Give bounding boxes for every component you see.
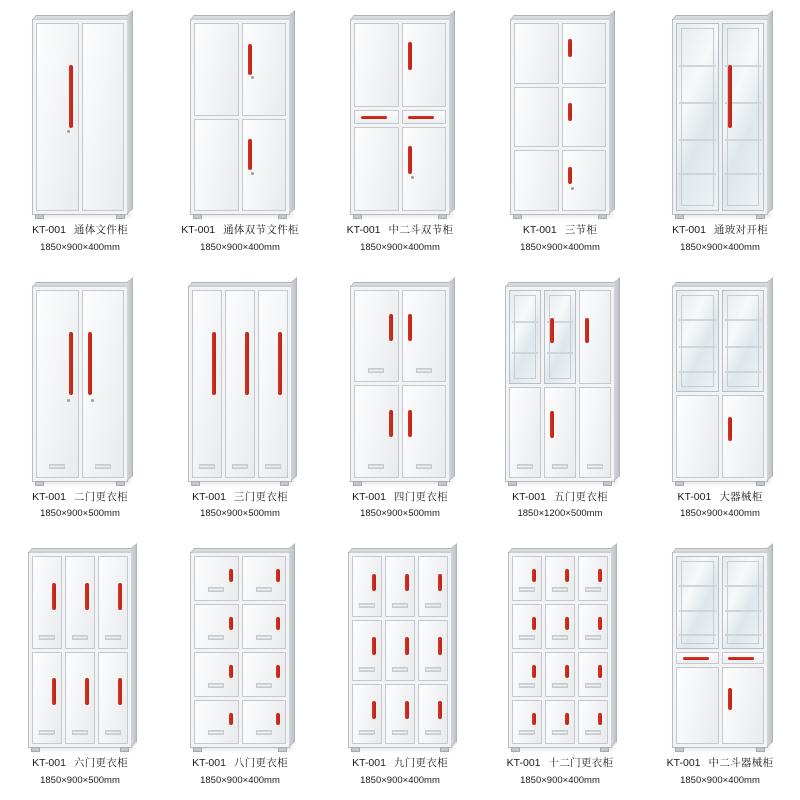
vent-icon (585, 635, 601, 640)
door-handle (408, 410, 412, 437)
product-dimensions: 1850×900×400mm (40, 241, 120, 253)
door-handle (372, 637, 376, 655)
lock-icon (571, 187, 574, 190)
vent-icon (552, 587, 568, 592)
cabinet-door (722, 667, 765, 744)
door-handle (245, 332, 249, 395)
vent-icon (256, 587, 272, 592)
vent-icon (416, 368, 432, 373)
product-dimensions: 1850×900×400mm (680, 241, 760, 253)
product-cell[interactable] (320, 0, 480, 267)
locker-door (98, 652, 128, 745)
lock-icon (91, 399, 94, 402)
cabinet-door (354, 23, 399, 107)
locker-door (579, 387, 611, 477)
door-handle (69, 332, 73, 395)
product-image-locker-8 (178, 543, 302, 748)
vent-icon (105, 635, 121, 640)
cabinet-door (562, 23, 607, 84)
product-name: 三门更衣柜 (233, 490, 288, 503)
product-dimensions: 1850×900×400mm (200, 241, 280, 253)
vent-icon (552, 635, 568, 640)
door-handle (118, 583, 122, 610)
product-cell[interactable] (640, 533, 800, 800)
product-caption (677, 490, 762, 522)
product-image-instrument-two-drawer (658, 543, 782, 748)
locker-door (242, 700, 287, 745)
product-image-four-door-2x2 (178, 10, 302, 215)
locker-door (544, 387, 576, 477)
door-handle (565, 617, 569, 630)
door-handle (85, 583, 89, 610)
locker-door (354, 385, 399, 478)
vent-icon (585, 683, 601, 688)
locker-door (242, 604, 287, 649)
product-name: 三节柜 (564, 224, 598, 236)
locker-door (545, 652, 575, 697)
product-name: 九门更衣柜 (393, 757, 448, 770)
door-handle (405, 637, 409, 655)
glass-door (722, 23, 765, 211)
glass-door (676, 556, 719, 649)
door-handle (598, 617, 602, 630)
product-image-locker-6 (18, 543, 142, 748)
locker-door (258, 290, 288, 478)
product-caption (32, 490, 128, 522)
door-handle (372, 574, 376, 592)
product-dimensions: 1850×900×500mm (40, 775, 120, 787)
product-cell[interactable] (160, 533, 320, 800)
vent-icon (585, 587, 601, 592)
locker-door (418, 684, 448, 745)
door-handle (728, 65, 732, 128)
product-name: 二门更衣柜 (73, 490, 128, 503)
locker-door (354, 290, 399, 383)
cabinet-door (562, 150, 607, 211)
locker-door (512, 556, 542, 601)
door-handle (438, 637, 442, 655)
door-handle (598, 569, 602, 582)
locker-door (65, 652, 95, 745)
vent-icon (425, 730, 441, 735)
door-handle (248, 139, 252, 170)
locker-door (402, 290, 447, 383)
vent-icon (392, 730, 408, 735)
glass-door (722, 556, 765, 649)
cabinet-drawer (676, 652, 719, 664)
lock-icon (411, 176, 414, 179)
product-caption (192, 756, 288, 788)
locker-door (98, 556, 128, 649)
cabinet-door (676, 667, 719, 744)
glass-door (676, 23, 719, 211)
door-handle (550, 411, 554, 437)
vent-icon (208, 587, 224, 592)
door-handle (229, 665, 233, 678)
product-image-locker-3 (178, 277, 302, 482)
door-handle (276, 665, 280, 678)
product-dimensions: 1850×900×400mm (520, 775, 600, 787)
vent-icon (39, 635, 55, 640)
product-caption (347, 223, 454, 255)
vent-icon (359, 730, 375, 735)
vent-icon (95, 464, 111, 469)
vent-icon (519, 730, 535, 735)
product-name: 八门更衣柜 (233, 757, 288, 770)
product-dimensions: 1850×900×400mm (360, 775, 440, 787)
vent-icon (256, 683, 272, 688)
product-caption (352, 756, 448, 788)
vent-icon (359, 667, 375, 672)
locker-door (32, 652, 62, 745)
product-code: KT-001 (677, 490, 712, 503)
door-handle (598, 713, 602, 726)
product-caption (667, 756, 774, 788)
glass-door (676, 290, 719, 393)
product-image-locker-2 (18, 277, 142, 482)
vent-icon (425, 667, 441, 672)
vent-icon (359, 603, 375, 608)
door-handle (438, 574, 442, 592)
product-code: KT-001 (346, 224, 381, 236)
door-handle (532, 569, 536, 582)
vent-icon (368, 464, 384, 469)
locker-door (32, 556, 62, 649)
door-handle (598, 665, 602, 678)
locker-door (36, 290, 79, 478)
product-code: KT-001 (522, 224, 557, 236)
product-cell[interactable] (480, 533, 640, 800)
door-handle (405, 701, 409, 719)
product-cell[interactable] (0, 0, 160, 267)
glass-door (722, 290, 765, 393)
cabinet-door (722, 395, 765, 477)
door-handle (408, 146, 412, 174)
vent-icon (425, 603, 441, 608)
door-handle (52, 678, 56, 705)
vent-icon (519, 683, 535, 688)
glass-door (544, 290, 576, 385)
glass-door (509, 290, 541, 385)
locker-door (418, 620, 448, 681)
locker-door (402, 385, 447, 478)
vent-icon (208, 730, 224, 735)
product-cell[interactable] (0, 267, 160, 534)
door-handle (728, 417, 732, 441)
product-name: 中二斗器械柜 (708, 757, 774, 770)
vent-icon (585, 730, 601, 735)
door-handle (229, 617, 233, 630)
locker-door (512, 652, 542, 697)
locker-door (352, 620, 382, 681)
vent-icon (552, 464, 568, 469)
locker-door (578, 652, 608, 697)
door-handle (229, 569, 233, 582)
product-caption (520, 223, 600, 255)
product-code: KT-001 (672, 224, 706, 236)
door-handle (276, 713, 280, 726)
door-handle (565, 569, 569, 582)
product-caption (512, 490, 608, 522)
product-code: KT-001 (352, 757, 386, 770)
vent-icon (368, 368, 384, 373)
door-handle (550, 318, 554, 342)
cabinet-door (242, 119, 287, 212)
product-code: KT-001 (32, 224, 66, 236)
product-name: 通体文件柜 (73, 224, 128, 236)
lock-icon (67, 130, 70, 133)
vent-icon (256, 635, 272, 640)
lock-icon (67, 399, 70, 402)
product-image-locker-9 (338, 543, 462, 748)
door-handle (52, 583, 56, 610)
product-dimensions: 1850×900×400mm (680, 508, 760, 520)
product-code: KT-001 (512, 490, 546, 503)
locker-door (82, 290, 125, 478)
locker-door (194, 556, 239, 601)
product-cell[interactable] (480, 0, 640, 267)
product-code: KT-001 (506, 757, 541, 770)
vent-icon (552, 730, 568, 735)
door-handle (248, 44, 252, 75)
locker-door (512, 604, 542, 649)
door-handle (278, 332, 282, 395)
locker-door (242, 556, 287, 601)
product-code: KT-001 (192, 490, 226, 503)
cabinet-door (194, 119, 239, 212)
door-handle (568, 167, 572, 185)
locker-door (352, 556, 382, 617)
vent-icon (517, 464, 533, 469)
product-caption (181, 223, 298, 255)
vent-icon (39, 730, 55, 735)
door-handle (389, 314, 393, 341)
door-handle (568, 103, 572, 121)
locker-door (385, 620, 415, 681)
product-code: KT-001 (192, 757, 226, 770)
cabinet-door (402, 127, 447, 211)
locker-door (545, 604, 575, 649)
product-caption (32, 756, 128, 788)
product-dimensions: 1850×900×500mm (360, 508, 440, 520)
product-cell[interactable] (480, 267, 640, 534)
drawer-handle (361, 116, 387, 119)
cabinet-drawer (354, 110, 399, 124)
door-handle (565, 665, 569, 678)
vent-icon (519, 587, 535, 592)
product-caption (32, 223, 128, 255)
product-code: KT-001 (32, 757, 66, 770)
cabinet-door (82, 23, 125, 211)
door-handle (85, 678, 89, 705)
door-handle (408, 42, 412, 70)
product-name: 通体双节文件柜 (223, 224, 299, 236)
product-image-locker-4 (338, 277, 462, 482)
product-cell[interactable] (160, 267, 320, 534)
locker-door (192, 290, 222, 478)
cabinet-door (354, 127, 399, 211)
vent-icon (208, 635, 224, 640)
vent-icon (72, 635, 88, 640)
lock-icon (251, 76, 254, 79)
door-handle (276, 617, 280, 630)
product-image-instrument-glass-top (658, 277, 782, 482)
cabinet-door (242, 23, 287, 116)
locker-door (385, 684, 415, 745)
cabinet-door (194, 23, 239, 116)
door-handle (532, 617, 536, 630)
vent-icon (519, 635, 535, 640)
door-handle (229, 713, 233, 726)
locker-door (509, 387, 541, 477)
locker-door (194, 652, 239, 697)
product-image-full-glass-two-door (658, 10, 782, 215)
door-handle (568, 39, 572, 57)
product-image-two-door-tall (18, 10, 142, 215)
door-handle (532, 713, 536, 726)
vent-icon (256, 730, 272, 735)
product-name: 大器械柜 (719, 490, 763, 503)
product-caption (192, 490, 288, 522)
vent-icon (105, 730, 121, 735)
product-image-two-drawer-middle (338, 10, 462, 215)
door-handle (372, 701, 376, 719)
door-handle (88, 332, 92, 395)
cabinet-drawer (402, 110, 447, 124)
product-name: 通玻对开柜 (713, 224, 768, 236)
cabinet-door (514, 87, 559, 148)
product-dimensions: 1850×900×400mm (520, 241, 600, 253)
lock-icon (251, 172, 254, 175)
door-handle (276, 569, 280, 582)
cabinet-door (514, 150, 559, 211)
door-handle (532, 665, 536, 678)
product-dimensions: 1850×900×400mm (680, 775, 760, 787)
vent-icon (392, 603, 408, 608)
product-name: 四门更衣柜 (393, 490, 448, 503)
vent-icon (265, 464, 281, 469)
vent-icon (49, 464, 65, 469)
product-code: KT-001 (181, 224, 216, 236)
product-dimensions: 1850×900×500mm (40, 508, 120, 520)
product-name: 十二门更衣柜 (548, 757, 614, 770)
locker-door (194, 604, 239, 649)
vent-icon (416, 464, 432, 469)
cabinet-drawer (722, 652, 765, 664)
product-caption (672, 223, 768, 255)
product-cell[interactable] (320, 267, 480, 534)
product-cell[interactable] (640, 0, 800, 267)
drawer-handle (408, 116, 434, 119)
cabinet-door (676, 395, 719, 477)
product-code: KT-001 (352, 490, 386, 503)
product-cell[interactable] (160, 0, 320, 267)
vent-icon (232, 464, 248, 469)
product-dimensions: 1850×1200×500mm (517, 508, 603, 520)
product-caption (352, 490, 448, 522)
product-name: 五门更衣柜 (553, 490, 608, 503)
cabinet-door (514, 23, 559, 84)
locker-door (418, 556, 448, 617)
locker-door (65, 556, 95, 649)
door-handle (118, 678, 122, 705)
locker-door (578, 604, 608, 649)
door-handle (405, 574, 409, 592)
door-handle (728, 688, 732, 711)
vent-icon (552, 683, 568, 688)
door-handle (565, 713, 569, 726)
vent-icon (199, 464, 215, 469)
door-handle (389, 410, 393, 437)
product-cell[interactable] (0, 533, 160, 800)
door-handle (408, 314, 412, 341)
product-image-three-section (498, 10, 622, 215)
locker-door (545, 556, 575, 601)
door-handle (69, 65, 73, 128)
cabinet-door (402, 23, 447, 107)
vent-icon (392, 667, 408, 672)
drawer-handle (728, 657, 754, 660)
vent-icon (587, 464, 603, 469)
product-caption (507, 756, 614, 788)
door-handle (212, 332, 216, 395)
product-code: KT-001 (32, 490, 66, 503)
door-handle (585, 318, 589, 342)
locker-door (545, 700, 575, 745)
locker-door (512, 700, 542, 745)
door-handle (438, 701, 442, 719)
product-code: KT-001 (666, 757, 701, 770)
product-name: 中二斗双节柜 (388, 224, 454, 236)
product-dimensions: 1850×900×400mm (360, 241, 440, 253)
product-dimensions: 1850×900×500mm (200, 508, 280, 520)
vent-icon (72, 730, 88, 735)
locker-door (225, 290, 255, 478)
product-cell[interactable] (320, 533, 480, 800)
locker-door (579, 290, 611, 385)
product-name: 六门更衣柜 (73, 757, 128, 770)
locker-door (578, 700, 608, 745)
product-image-locker-12 (498, 543, 622, 748)
cabinet-door (562, 87, 607, 148)
product-cell[interactable] (640, 267, 800, 534)
cabinet-door (36, 23, 79, 211)
drawer-handle (683, 657, 709, 660)
locker-door (242, 652, 287, 697)
locker-door (352, 684, 382, 745)
locker-door (385, 556, 415, 617)
vent-icon (208, 683, 224, 688)
product-image-locker-5-glass (498, 277, 622, 482)
locker-door (578, 556, 608, 601)
product-dimensions: 1850×900×400mm (200, 775, 280, 787)
locker-door (194, 700, 239, 745)
